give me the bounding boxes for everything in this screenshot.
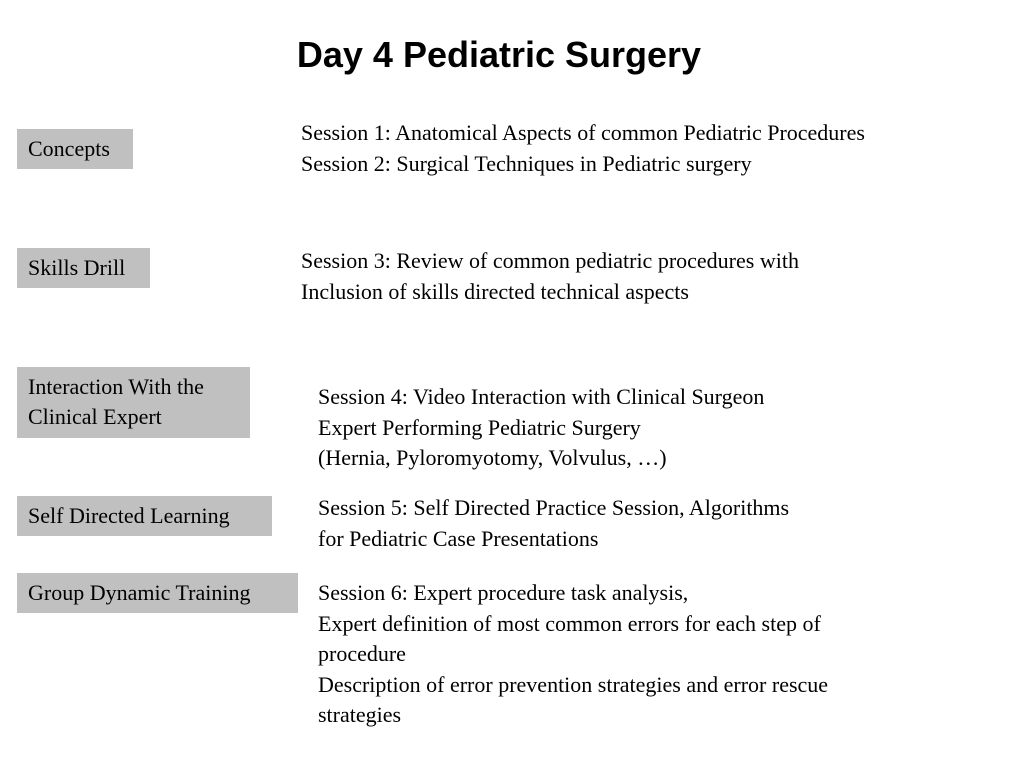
session-5-line-1: Session 5: Self Directed Practice Session, Algorithms [318, 495, 790, 520]
session-3-line-2: Inclusion of skills directed technical aspects [301, 278, 689, 304]
session-3-line-1: Session 3: Review of common pediatric procedures with [301, 248, 799, 273]
concepts-sessions [301, 118, 865, 179]
interaction-label-line-2: Clinical Expert [28, 404, 162, 429]
group-dynamic-label-text: Group Dynamic Training [28, 580, 251, 605]
interaction-label [17, 367, 250, 438]
session-2-line: Session 2: Surgical Techniques in Pediatric surgery [301, 150, 752, 176]
session-6-line-5: strategies [318, 702, 402, 728]
slide-title: Day 4 Pediatric Surgery [296, 34, 702, 75]
concepts-label-text: Concepts [28, 136, 110, 161]
concepts-label [17, 129, 133, 169]
self-directed-sessions [318, 493, 789, 554]
session-6-line-2: Expert definition of most common errors for each step of [318, 610, 821, 636]
skills-drill-label-text: Skills Drill [28, 255, 126, 280]
skills-drill-sessions [301, 246, 799, 307]
group-dynamic-sessions [318, 578, 828, 731]
group-dynamic-label [17, 573, 298, 613]
self-directed-label-text: Self Directed Learning [28, 503, 230, 528]
self-directed-label [17, 496, 272, 536]
interaction-label-line-1: Interaction With the [28, 374, 204, 399]
session-6-line-3: procedure [318, 641, 406, 667]
session-4-line-1: Session 4: Video Interaction with Clinical Surgeon [318, 384, 765, 409]
session-1-line: Session 1: Anatomical Aspects of common Pediatric Procedures [301, 120, 865, 145]
skills-drill-label [17, 248, 150, 288]
session-4-line-3: (Hernia, Pyloromyotomy, Volvulus, …) [318, 445, 667, 471]
session-5-line-2: for Pediatric Case Presentations [318, 525, 599, 551]
interaction-sessions [318, 382, 764, 474]
session-4-line-2: Expert Performing Pediatric Surgery [318, 414, 641, 440]
session-6-line-1: Session 6: Expert procedure task analysis, [318, 580, 689, 605]
session-6-line-4: Description of error prevention strategies and error rescue [318, 671, 829, 697]
